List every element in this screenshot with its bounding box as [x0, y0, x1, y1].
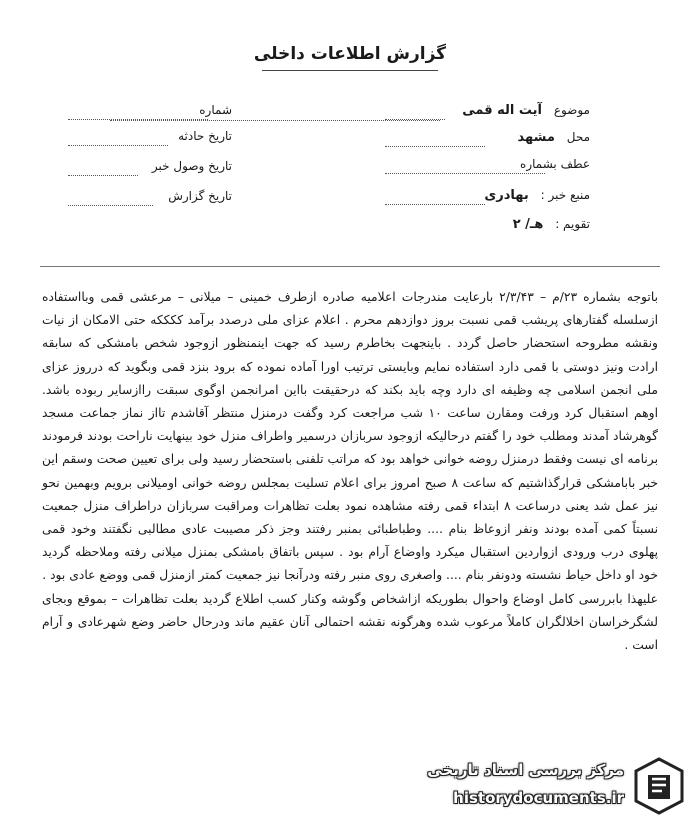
field-calendar-value: هـ/ ۲: [512, 217, 544, 232]
title-underline: [262, 70, 438, 71]
field-received-date-label: تاریخ وصول خبر: [151, 159, 232, 173]
dotline-received-date: [68, 175, 138, 176]
report-paragraph-2: علیهذا بابررسی کامل اوضاع واحوال بطوریکه ازاشخاص وگوشه وکنار کسب اطلاع گردید بعلت تظاهرات – بموقع وبجای لشگرخراسان اخلالگران کاملاً مرعوب شده وهرگونه نقشه احتمالی آنان عقیم ماند ودرحال حاضر وضع شهرعادی و آرام است .: [42, 591, 658, 653]
dotline-incident-date: [68, 145, 168, 146]
field-reference: [390, 157, 590, 179]
report-paragraph-1: باتوجه بشماره ۲۳/م – ۲/۳/۴۳ بارعایت مندرجات اعلامیه صادره ازطرف خمینی – میلانی – مرعشی قمی وبااستفاده ازسلسله گفتارهای پریشب قمی نسبت بروز دوازدهم محرم . اعلام عزای ملی درصدد برآمد ککککه حتی الامکان از نیات ونقشه مطروحه استحضار حاصل گردد . باینجهت بخاطرم رسید که جهت اینمنظور ازوجود شخص بامشکی که سابقه ارادت ونیز دوستی با قمی دارد استفاده نمایم وبایستی ترتیب اورا آماده نموده که برود بنزد قمی وبگوید که درروز عزای ملی انجمن اسلامی چه وظیفه ای دارد وچه باید بکند که درحقیقت بااین امرانجمن اوگوی سبقت راازسایر ربوده باشد. اوهم استقبال کرد ورفت ومقارن ساعت ۱۰ شب مراجعت کرد وگفت درمنزل منتظر آقاشدم تااز نماز جماعت مسجد گوهرشاد آمدند ومطلب خود را گفتم درحالیکه ازوجود سربازان درسمیر واطراف منزل خود بینهایت ناراحت بودند فرمودند برنامه ای نیست وفقط درمنزل روضه خوانی خواهد بود که مراتب تلفنی باستحضار رسید ولی برای تعیین صحت وسقم این خبر بابامشکی قرارگذاشتیم که ساعت ۸ صبح امروز برای اعلام تسلیت بمجلس روضه خوانی اومیلانی برویم وبهمین نحو نیز عمل شد یعنی درساعت ۸ ابتداء قمی رفته مشاهده نمود بعلت تظاهرات ومراقبت سربازان دراطراف منزل جمعیت نسبتاً کمی آمده بودند ونفر ازوعاظ بنام .... وطباطبائی بمنبر رفتند وجز ذکر مصیبت عادی مطالبی نگفتند وخود قمی پهلوی درب ورودی ازواردین استقبال میکرد واوضاع آرام بود . سپس باتفاق بامشکی بمنزل میلانی رفته وملاحظه گردید خود او داخل حیاط نشسته ودونفر بنام .... واصغری روی منبر رفته ودرآنجا نیز جمعیت کمتر ازمنزل قمی ووضع عادی بود .: [42, 290, 659, 583]
field-number: [92, 103, 232, 125]
archive-logo-icon: [630, 755, 688, 817]
field-number-label: شماره: [199, 103, 232, 117]
field-subject-label: موضوع: [553, 103, 590, 117]
dotline-subject: [385, 119, 445, 120]
field-subject-value: آیت اله قمی: [462, 103, 542, 118]
field-location: [390, 130, 590, 152]
field-incident-date-label: تاریخ حادثه: [178, 129, 232, 143]
field-source-value: بهادری: [484, 188, 529, 203]
field-source: [390, 188, 590, 210]
dotline-reference: [385, 173, 545, 174]
field-location-label: محل: [566, 130, 590, 144]
field-subject: [390, 103, 590, 125]
field-calendar: [390, 217, 590, 239]
dotline-location: [385, 146, 485, 147]
field-source-label: منبع خبر :: [540, 188, 590, 202]
field-received-date: [92, 159, 232, 181]
dotline-source: [385, 204, 485, 205]
watermark: [418, 755, 688, 821]
field-report-date-label: تاریخ گزارش: [168, 189, 232, 203]
watermark-name: مرکز بررسی اسناد تاریخی: [427, 761, 624, 779]
dotline-number: [68, 119, 208, 120]
field-incident-date: [92, 129, 232, 151]
field-report-date: [92, 189, 232, 211]
field-location-value: مشهد: [517, 130, 555, 145]
field-reference-label: عطف بشماره: [520, 157, 590, 171]
report-body: [42, 286, 658, 657]
dotline-report-date: [68, 205, 153, 206]
watermark-url: historydocuments.ir: [453, 789, 624, 807]
field-calendar-label: تقویم :: [555, 217, 590, 231]
header-divider: [40, 266, 660, 267]
document-title: گزارش اطلاعات داخلی: [253, 44, 447, 64]
